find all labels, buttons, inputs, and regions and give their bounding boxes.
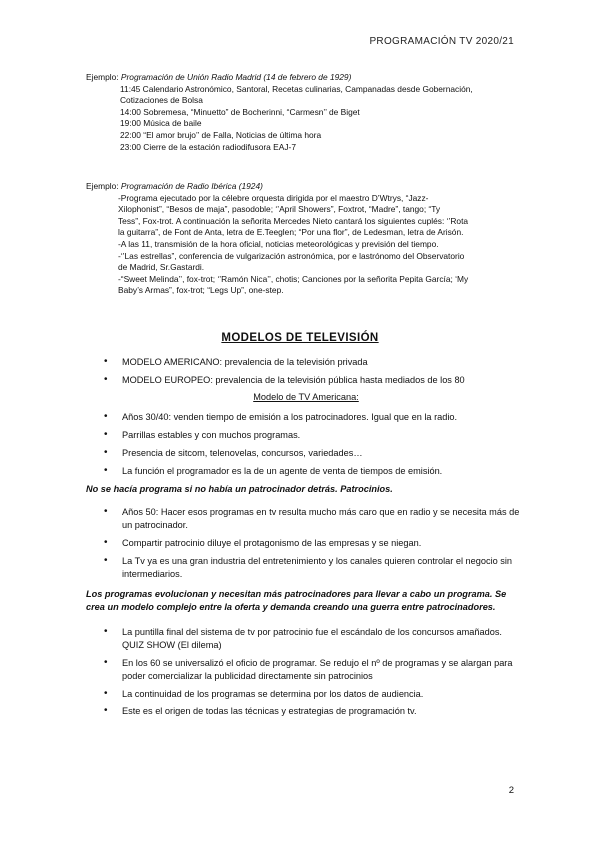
list-item: • La continuidad de los programas se determina por los datos de audiencia. — [86, 688, 526, 701]
program-text: de Madrid, Sr.Gastardi. — [118, 262, 205, 273]
list-item: • Parrillas estables y con muchos programas. — [86, 429, 526, 442]
schedule-line: 19:00 Música de baile — [120, 118, 202, 129]
list-item: • MODELO EUROPEO: prevalencia de la televisión pública hasta mediados de los 80 — [86, 374, 526, 387]
example-radio-madrid — [86, 72, 526, 153]
program-text: la guitarra”, de Font de Anta, letra de E.Teeglen; “Por una flor”, de Ledesman, letra de Arisón. — [118, 227, 464, 238]
page-header: PROGRAMACIÓN TV 2020/21 — [369, 36, 514, 47]
example-radio-iberica — [86, 181, 526, 297]
models-list — [86, 356, 526, 387]
program-text: -Programa ejecutado por la célebre orquesta dirigida por el maestro D’Wtrys, “Jazz- — [118, 192, 429, 203]
program-text: Baby’s Armas”, fox-trot; “Legs Up”, one-step. — [118, 285, 284, 296]
schedule-line: Cotizaciones de Bolsa — [120, 95, 203, 106]
program-text: Xilophonist”, “Besos de maja”, pasodoble; ‘’April Showers”, Foxtrot, “Madre”, tango; “Ty — [118, 204, 441, 215]
schedule-line: 23:00 Cierre de la estación radiodifusora EAJ-7 — [120, 141, 296, 152]
program-item — [86, 193, 526, 239]
example-title: Programación de Unión Radio Madrid (14 de febrero de 1929) — [120, 72, 352, 82]
schedule-line: 14:00 Sobremesa, “Minuetto” de Bocherinni, “Carmesn’’ de Biget — [120, 106, 360, 117]
program-item — [86, 274, 526, 297]
us-points-list — [86, 411, 526, 477]
program-text: Tess”, Fox-trot. A continuación la señorita Mercedes Nieto cantará los siguientes cuplés: ‘’Rota — [118, 215, 469, 226]
emphasis-note: Los programas evolucionan y necesitan más patrocinadores para llevar a cabo un programa. Se crea un modelo complejo entre la oferta y demanda creando una guerra entre patrocinadores. — [86, 589, 507, 613]
list-item: • Este es el origen de todas las técnicas y estrategias de programación tv. — [86, 705, 526, 718]
final-points-list — [86, 626, 526, 718]
program-text: -“Sweet Melinda’’, fox-trot; ‘’Ramón Nica’’, chotis; Canciones por la señorita Pepita García; ‘My — [118, 273, 469, 284]
list-item: • La función el programador es la de un agente de venta de tiempos de emisión. — [86, 465, 526, 478]
program-item — [86, 251, 526, 274]
list-item: • MODELO AMERICANO: prevalencia de la televisión privada — [86, 356, 526, 369]
list-item: • Presencia de sitcom, telenovelas, concursos, variedades… — [86, 447, 526, 460]
emphasis-note: No se hacía programa si no había un patrocinador detrás. Patrocinios. — [86, 484, 393, 495]
section-title: MODELOS DE TELEVISIÓN — [221, 332, 379, 344]
program-text: -‘’Las estrellas”, conferencia de vulgarización astronómica, por e lastrónomo del Observatorio — [118, 250, 465, 261]
fifties-list — [86, 506, 526, 580]
example-label: Ejemplo: — [86, 181, 119, 191]
list-item: • Compartir patrocinio diluye el protagonismo de las empresas y se niegan. — [86, 537, 526, 550]
page-number: 2 — [508, 785, 514, 796]
example-label: Ejemplo: — [86, 72, 119, 82]
list-item: • La puntilla final del sistema de tv por patrocinio fue el escándalo de los concursos amañados. QUIZ SHOW (El dilema) — [86, 626, 526, 652]
program-text: -A las 11, transmisión de la hora oficial, noticias meteorológicas y previsión del tiempo. — [118, 238, 439, 249]
tv-models-content — [86, 356, 526, 723]
list-item: • Años 50: Hacer esos programas en tv resulta mucho más caro que en radio y se necesita más de un patrocinador. — [86, 506, 526, 532]
list-item: • La Tv ya es una gran industria del entretenimiento y los canales quieren controlar el negocio sin intermediarios. — [86, 555, 526, 581]
schedule-line: 22:00 “El amor brujo’’ de Falla, Noticias de última hora — [120, 129, 322, 140]
example-title: Programación de Radio Ibérica (1924) — [120, 181, 263, 191]
list-item: • Años 30/40: venden tiempo de emisión a los patrocinadores. Igual que en la radio. — [86, 411, 526, 424]
subsection-title: Modelo de TV Americana: — [253, 391, 359, 402]
schedule-line: 11:45 Calendario Astronómico, Santoral, Recetas culinarias, Campanadas desde Gobernación, — [120, 83, 473, 94]
list-item: • En los 60 se universalizó el oficio de programar. Se redujo el nº de programas y se alargan para poder comercializar la publicidad directamente sin patrocinios — [86, 657, 526, 683]
program-item — [86, 239, 526, 251]
